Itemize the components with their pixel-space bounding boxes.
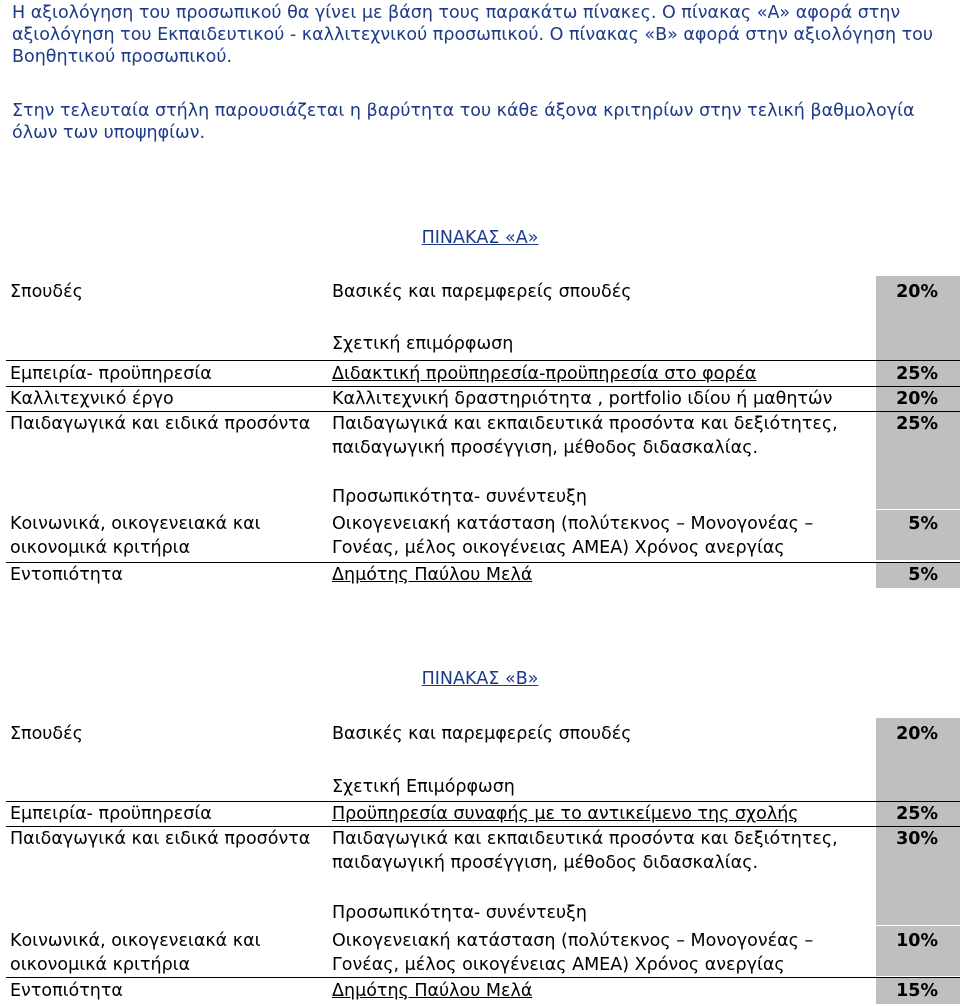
table-row (0, 827, 960, 925)
table-row (0, 510, 960, 560)
criterion-axis: Εντοπιότητα (10, 565, 123, 585)
criterion-weight: 20% (896, 724, 938, 744)
criterion-description: Δημότης Παύλου Μελά (332, 981, 533, 1001)
criterion-weight: 15% (896, 981, 938, 1001)
criterion-description: Βασικές και παρεμφερείς σπουδές (332, 724, 632, 744)
criterion-subheading: Προσωπικότητα- συνέντευξη (332, 487, 587, 507)
table-row (0, 718, 960, 803)
criterion-axis: Σπουδές (10, 724, 83, 744)
criterion-description: Διδακτική προϋπηρεσία-προϋπηρεσία στο φορέα (332, 364, 757, 384)
criterion-subheading: Προσωπικότητα- συνέντευξη (332, 903, 587, 923)
table-row (0, 978, 960, 1004)
criterion-weight: 20% (896, 389, 938, 409)
table-row (0, 563, 960, 588)
criterion-description: Βασικές και παρεμφερείς σπουδές (332, 282, 632, 302)
criterion-description: Δημότης Παύλου Μελά (332, 565, 533, 585)
criterion-description: Καλλιτεχνική δραστηριότητα , portfolio ιδίου ή μαθητών (332, 389, 833, 409)
criterion-axis: Κοινωνικά, οικογενειακά και οικονομικά κριτήρια (10, 514, 261, 558)
criterion-axis: Κοινωνικά, οικογενειακά και οικονομικά κριτήρια (10, 931, 261, 975)
criterion-axis: Παιδαγωγικά και ειδικά προσόντα (10, 414, 311, 434)
criterion-axis: Καλλιτεχνικό έργο (10, 389, 174, 409)
intro-paragraph-1 (12, 2, 947, 68)
criterion-axis: Εντοπιότητα (10, 981, 123, 1001)
criterion-weight: 5% (908, 565, 938, 585)
criterion-weight: 10% (896, 931, 938, 951)
criterion-description: Παιδαγωγικά και εκπαιδευτικά προσόντα και δεξιότητες, παιδαγωγική προσέγγιση, μέθοδος διδασκαλίας. (332, 414, 838, 458)
criterion-axis: Εμπειρία- προϋπηρεσία (10, 364, 212, 384)
table-row (0, 412, 960, 509)
criterion-weight: 5% (908, 514, 938, 534)
criterion-description: Προϋπηρεσία συναφής με το αντικείμενο της σχολής (332, 804, 799, 824)
criterion-subheading: Σχετική επιμόρφωση (332, 334, 514, 354)
criterion-axis: Εμπειρία- προϋπηρεσία (10, 804, 212, 824)
criterion-description: Οικογενειακή κατάσταση (πολύτεκνος – Μονογονέας – Γονέας, μέλος οικογένειας ΑΜΕΑ) Χρόνος ανεργίας (332, 931, 814, 975)
criterion-description: Παιδαγωγικά και εκπαιδευτικά προσόντα και δεξιότητες, παιδαγωγική προσέγγιση, μέθοδος διδασκαλίας. (332, 829, 838, 873)
criterion-weight: 20% (896, 282, 938, 302)
criterion-description: Οικογενειακή κατάσταση (πολύτεκνος – Μονογονέας – Γονέας, μέλος οικογένειας ΑΜΕΑ) Χρόνος ανεργίας (332, 514, 814, 558)
table-row (0, 387, 960, 412)
criterion-weight: 25% (896, 804, 938, 824)
criterion-weight: 25% (896, 364, 938, 384)
table-b-title: ΠΙΝΑΚΑΣ «Β» (421, 669, 539, 689)
criterion-axis: Σπουδές (10, 282, 83, 302)
intro-text-1: Η αξιολόγηση του προσωπικού θα γίνει με βάση τους παρακάτω πίνακες. Ο πίνακας «Α» αφορά στην αξιολόγηση του Εκπαιδευτικού - καλλιτεχνικού προσωπικού. Ο πίνακας «Β» αφορά στην αξιολόγηση του Βοηθητικού προσωπικού. (12, 3, 933, 67)
intro-paragraph-2 (12, 100, 947, 144)
criterion-subheading: Σχετική Επιμόρφωση (332, 777, 515, 797)
criterion-weight: 30% (896, 829, 938, 849)
criterion-weight: 25% (896, 414, 938, 434)
table-row (0, 361, 960, 387)
table-row (0, 802, 960, 827)
criterion-axis: Παιδαγωγικά και ειδικά προσόντα (10, 829, 311, 849)
table-row (0, 276, 960, 362)
table-a-title: ΠΙΝΑΚΑΣ «Α» (421, 228, 539, 248)
table-row (0, 926, 960, 976)
intro-text-2: Στην τελευταία στήλη παρουσιάζεται η βαρύτητα του κάθε άξονα κριτηρίων στην τελική βαθμολογία όλων των υποψηφίων. (12, 101, 915, 143)
